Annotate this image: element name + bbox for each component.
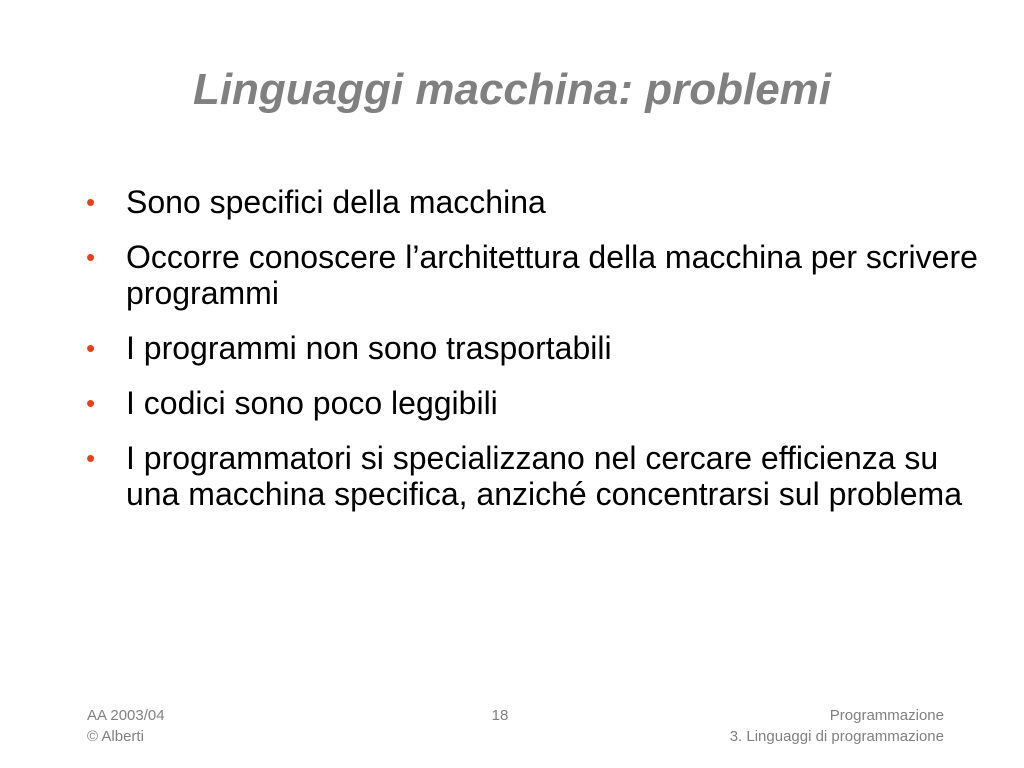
footer-copyright: © Alberti <box>87 728 144 745</box>
bullet-text: I programmatori si specializzano nel cercare efficienza su una macchina specifica, anziché concentrarsi sul problema <box>126 440 962 512</box>
footer-left <box>87 705 165 747</box>
bullet-dot-icon: • <box>86 187 96 217</box>
bullet-dot-icon: • <box>86 242 96 272</box>
bullet-item <box>84 385 984 421</box>
bullet-item <box>84 239 984 311</box>
bullet-text: Occorre conoscere l’architettura della macchina per scrivere programmi <box>126 239 978 311</box>
bullet-item <box>84 184 984 220</box>
bullet-text: I programmi non sono trasportabili <box>126 330 612 366</box>
bullet-list <box>84 184 984 531</box>
page-number: 18 <box>491 707 509 724</box>
slide-title: Linguaggi macchina: problemi <box>192 65 832 114</box>
bullet-dot-icon: • <box>86 443 96 473</box>
bullet-text: Sono specifici della macchina <box>126 184 546 220</box>
footer-course: Programmazione <box>829 707 944 724</box>
bullet-item <box>84 330 984 366</box>
footer-right <box>730 705 944 747</box>
footer-chapter: 3. Linguaggi di programmazione <box>729 728 944 745</box>
bullet-dot-icon: • <box>86 333 96 363</box>
footer-academic-year: AA 2003/04 <box>87 707 165 724</box>
bullet-item <box>84 440 984 512</box>
bullet-text: I codici sono poco leggibili <box>126 385 498 421</box>
bullet-dot-icon: • <box>86 388 96 418</box>
footer-page-number <box>462 705 538 726</box>
